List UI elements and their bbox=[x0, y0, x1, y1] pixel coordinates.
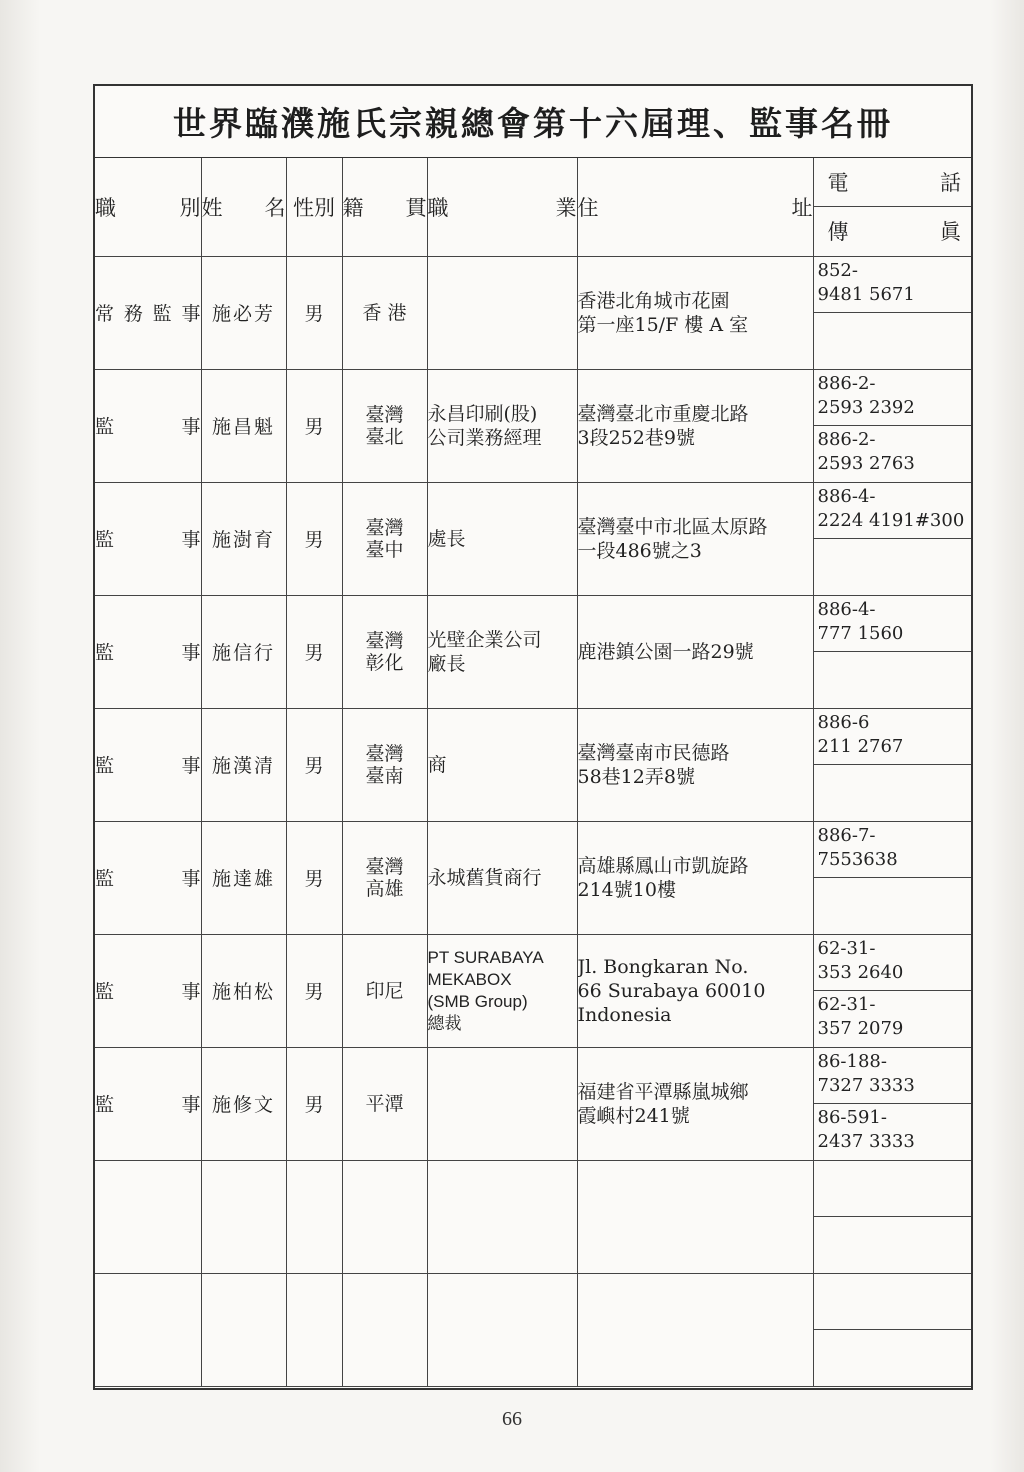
gender-cell: 男 bbox=[286, 369, 342, 482]
occupation-line: MEKABOX bbox=[427, 969, 512, 989]
empty-cell bbox=[95, 1273, 201, 1386]
gender-cell: 男 bbox=[286, 708, 342, 821]
empty-cell bbox=[427, 1160, 577, 1273]
role-char: 監 bbox=[95, 529, 115, 551]
page-title: 世界臨濮施氏宗親總會第十六屆理、監事名冊 bbox=[95, 86, 971, 158]
empty-cell bbox=[577, 1160, 813, 1273]
occupation-line: 商 bbox=[427, 753, 447, 776]
header-fax bbox=[814, 207, 972, 255]
address-line: 66 Surabaya 60010 bbox=[577, 979, 766, 1002]
address-line: Indonesia bbox=[577, 1003, 672, 1026]
address-text bbox=[578, 955, 813, 1027]
fax-line: 357 2079 bbox=[817, 1017, 904, 1039]
occupation-cell bbox=[427, 482, 577, 595]
role-char: 事 bbox=[181, 303, 201, 325]
origin-line: 香 港 bbox=[362, 301, 407, 324]
origin-line: 臺南 bbox=[365, 764, 404, 787]
role-char: 事 bbox=[181, 529, 201, 551]
phone-line: 211 2767 bbox=[817, 735, 904, 757]
header-phone bbox=[814, 159, 972, 207]
occupation-cell bbox=[427, 256, 577, 369]
header-phone-char: 電 bbox=[827, 171, 849, 196]
origin-text bbox=[343, 1093, 427, 1115]
empty-cell bbox=[201, 1273, 286, 1386]
gender-cell: 男 bbox=[286, 934, 342, 1047]
address-line: 香港北角城市花園 bbox=[577, 289, 730, 312]
address-cell bbox=[577, 369, 813, 482]
role-cell bbox=[95, 482, 201, 595]
table-row bbox=[95, 256, 971, 369]
role-cell bbox=[95, 934, 201, 1047]
header-name-char: 名 bbox=[264, 195, 286, 220]
occupation-line: PT SURABAYA bbox=[427, 947, 544, 967]
address-text bbox=[578, 741, 813, 789]
role-char: 事 bbox=[181, 981, 201, 1003]
table-row bbox=[95, 1047, 971, 1160]
phone-number bbox=[814, 1161, 972, 1217]
name-cell: 施柏松 bbox=[201, 934, 286, 1047]
occupation-cell bbox=[427, 1047, 577, 1160]
phone-line: 777 1560 bbox=[817, 622, 904, 644]
phone-fax-cell bbox=[813, 595, 971, 708]
role-char: 監 bbox=[95, 755, 115, 777]
fax-number bbox=[814, 652, 972, 708]
address-text bbox=[578, 1080, 813, 1128]
role-char: 事 bbox=[181, 1094, 201, 1116]
fax-line: 86-591- bbox=[817, 1106, 887, 1128]
phone-line: 2224 4191#300 bbox=[817, 509, 965, 531]
origin-text bbox=[343, 302, 427, 324]
name-cell: 施昌魁 bbox=[201, 369, 286, 482]
phone-number bbox=[814, 709, 972, 765]
table-row bbox=[95, 595, 971, 708]
role-text bbox=[95, 412, 201, 439]
role-char: 事 bbox=[181, 416, 201, 438]
occupation-line: (SMB Group) bbox=[427, 991, 528, 1011]
fax-line: 2437 3333 bbox=[817, 1130, 915, 1152]
table-row bbox=[95, 369, 971, 482]
phone-fax-cell bbox=[813, 1047, 971, 1160]
header-address-char: 址 bbox=[791, 195, 813, 220]
fax-number bbox=[814, 539, 972, 595]
header-origin-char: 籍 bbox=[342, 195, 364, 220]
address-line: 福建省平潭縣嵐城鄉 bbox=[577, 1080, 749, 1103]
header-role bbox=[95, 158, 201, 256]
phone-number bbox=[814, 483, 972, 539]
origin-text bbox=[343, 630, 427, 674]
role-char: 監 bbox=[95, 868, 115, 890]
name-cell: 施必芳 bbox=[201, 256, 286, 369]
phone-line: 7327 3333 bbox=[817, 1074, 915, 1096]
header-occupation-char: 職 bbox=[427, 195, 449, 220]
phone-line: 86-188- bbox=[817, 1050, 887, 1072]
gender-cell: 男 bbox=[286, 482, 342, 595]
role-cell bbox=[95, 708, 201, 821]
origin-text bbox=[343, 404, 427, 448]
occupation-line: 永昌印刷(股) bbox=[427, 402, 538, 425]
occupation-line: 公司業務經理 bbox=[427, 426, 542, 449]
origin-line: 印尼 bbox=[365, 979, 404, 1002]
header-name bbox=[201, 158, 286, 256]
occupation-text bbox=[428, 628, 577, 676]
occupation-text bbox=[428, 947, 577, 1035]
name-cell: 施修文 bbox=[201, 1047, 286, 1160]
occupation-cell bbox=[427, 934, 577, 1047]
phone-fax-cell bbox=[813, 1273, 971, 1386]
header-role-char: 別 bbox=[179, 195, 201, 220]
role-char: 務 bbox=[123, 303, 143, 325]
phone-line: 886-2- bbox=[817, 372, 876, 394]
role-char: 事 bbox=[181, 755, 201, 777]
fax-number bbox=[814, 426, 972, 482]
empty-row bbox=[95, 1160, 971, 1273]
occupation-text bbox=[428, 866, 577, 890]
address-cell bbox=[577, 256, 813, 369]
empty-cell bbox=[95, 1160, 201, 1273]
header-origin-char: 貫 bbox=[405, 195, 427, 220]
phone-number bbox=[814, 596, 972, 652]
role-char: 監 bbox=[152, 303, 172, 325]
occupation-cell bbox=[427, 595, 577, 708]
address-cell bbox=[577, 595, 813, 708]
phone-fax-cell bbox=[813, 708, 971, 821]
header-phone-fax bbox=[813, 158, 971, 256]
address-line: 一段486號之3 bbox=[577, 539, 702, 562]
role-text bbox=[95, 864, 201, 891]
origin-line: 臺灣 bbox=[365, 629, 404, 652]
fax-number bbox=[814, 991, 972, 1047]
roster-frame bbox=[93, 84, 973, 1390]
name-cell: 施澍育 bbox=[201, 482, 286, 595]
empty-cell bbox=[286, 1160, 342, 1273]
page-number: 66 bbox=[502, 1408, 522, 1430]
role-cell bbox=[95, 821, 201, 934]
fax-number bbox=[814, 765, 972, 821]
phone-number bbox=[814, 1048, 972, 1104]
name-cell: 施信行 bbox=[201, 595, 286, 708]
role-char: 監 bbox=[95, 981, 115, 1003]
origin-cell bbox=[342, 821, 427, 934]
origin-line: 臺北 bbox=[365, 425, 404, 448]
phone-line: 353 2640 bbox=[817, 961, 904, 983]
fax-number bbox=[814, 313, 972, 369]
table-row bbox=[95, 934, 971, 1047]
origin-line: 臺中 bbox=[365, 538, 404, 561]
header-address bbox=[577, 158, 813, 256]
phone-fax-cell bbox=[813, 934, 971, 1047]
gender-cell: 男 bbox=[286, 821, 342, 934]
empty-cell bbox=[342, 1273, 427, 1386]
origin-cell bbox=[342, 369, 427, 482]
origin-line: 平潭 bbox=[365, 1092, 404, 1115]
role-text bbox=[95, 977, 201, 1004]
phone-line: 886-7- bbox=[817, 824, 876, 846]
table-row bbox=[95, 821, 971, 934]
address-line: Jl. Bongkaran No. bbox=[577, 955, 749, 978]
empty-cell bbox=[577, 1273, 813, 1386]
occupation-text bbox=[428, 527, 577, 551]
phone-line: 2593 2392 bbox=[817, 396, 915, 418]
origin-cell bbox=[342, 708, 427, 821]
origin-cell bbox=[342, 256, 427, 369]
address-cell bbox=[577, 1047, 813, 1160]
header-gender: 性別 bbox=[286, 158, 342, 256]
header-role-char: 職 bbox=[95, 195, 116, 220]
address-line: 臺灣臺北市重慶北路 bbox=[577, 402, 749, 425]
header-address-char: 住 bbox=[577, 195, 599, 220]
phone-fax-cell bbox=[813, 369, 971, 482]
origin-cell bbox=[342, 482, 427, 595]
role-text bbox=[95, 638, 201, 665]
occupation-line: 光壁企業公司 bbox=[427, 628, 542, 651]
address-line: 霞嶼村241號 bbox=[577, 1104, 690, 1127]
origin-line: 臺灣 bbox=[365, 855, 404, 878]
phone-number bbox=[814, 370, 972, 426]
role-cell bbox=[95, 369, 201, 482]
address-line: 高雄縣鳳山市凱旋路 bbox=[577, 854, 749, 877]
fax-number bbox=[814, 878, 972, 934]
role-cell bbox=[95, 595, 201, 708]
phone-line: 852- bbox=[817, 259, 858, 281]
occupation-cell bbox=[427, 369, 577, 482]
phone-fax-cell bbox=[813, 1160, 971, 1273]
address-line: 214號10樓 bbox=[577, 878, 676, 901]
address-text bbox=[578, 289, 813, 337]
header-origin bbox=[342, 158, 427, 256]
role-cell bbox=[95, 1047, 201, 1160]
address-cell bbox=[577, 482, 813, 595]
empty-cell bbox=[201, 1160, 286, 1273]
address-line: 臺灣臺南市民德路 bbox=[577, 741, 730, 764]
address-cell bbox=[577, 821, 813, 934]
origin-text bbox=[343, 980, 427, 1002]
address-cell bbox=[577, 934, 813, 1047]
gender-cell: 男 bbox=[286, 1047, 342, 1160]
occupation-text bbox=[428, 753, 577, 777]
occupation-line: 總裁 bbox=[427, 1013, 462, 1033]
name-cell: 施達雄 bbox=[201, 821, 286, 934]
origin-cell bbox=[342, 1047, 427, 1160]
phone-line: 62-31- bbox=[817, 937, 876, 959]
phone-fax-cell bbox=[813, 821, 971, 934]
occupation-text bbox=[428, 402, 577, 450]
occupation-line: 處長 bbox=[427, 527, 466, 550]
address-line: 58巷12弄8號 bbox=[577, 765, 695, 788]
gender-cell: 男 bbox=[286, 256, 342, 369]
address-cell bbox=[577, 708, 813, 821]
address-text bbox=[578, 854, 813, 902]
role-char: 事 bbox=[181, 868, 201, 890]
role-char: 事 bbox=[181, 642, 201, 664]
phone-number bbox=[814, 257, 972, 313]
occupation-cell bbox=[427, 708, 577, 821]
origin-line: 高雄 bbox=[365, 877, 404, 900]
address-line: 鹿港鎮公園一路29號 bbox=[577, 640, 754, 663]
origin-line: 彰化 bbox=[365, 651, 404, 674]
roster-table bbox=[95, 158, 971, 1387]
address-line: 臺灣臺中市北區太原路 bbox=[577, 515, 768, 538]
role-char: 監 bbox=[95, 416, 115, 438]
empty-cell bbox=[427, 1273, 577, 1386]
phone-fax-cell bbox=[813, 256, 971, 369]
role-cell bbox=[95, 256, 201, 369]
occupation-cell bbox=[427, 821, 577, 934]
fax-line: 886-2- bbox=[817, 428, 876, 450]
phone-number bbox=[814, 822, 972, 878]
gender-cell: 男 bbox=[286, 595, 342, 708]
header-name-char: 姓 bbox=[201, 195, 223, 220]
header-occupation-char: 業 bbox=[555, 195, 577, 220]
phone-line: 886-6 bbox=[817, 711, 870, 733]
phone-number bbox=[814, 935, 972, 991]
origin-text bbox=[343, 856, 427, 900]
empty-cell bbox=[342, 1160, 427, 1273]
role-text bbox=[95, 525, 201, 552]
phone-line: 886-4- bbox=[817, 598, 876, 620]
phone-fax-cell bbox=[813, 482, 971, 595]
origin-text bbox=[343, 743, 427, 787]
fax-number bbox=[814, 1104, 972, 1160]
address-text bbox=[578, 515, 813, 563]
fax-number bbox=[814, 1217, 972, 1273]
origin-line: 臺灣 bbox=[365, 742, 404, 765]
origin-cell bbox=[342, 595, 427, 708]
fax-line: 62-31- bbox=[817, 993, 876, 1015]
role-text bbox=[95, 751, 201, 778]
address-line: 3段252巷9號 bbox=[577, 426, 695, 449]
role-char: 常 bbox=[95, 303, 115, 325]
phone-line: 9481 5671 bbox=[817, 283, 915, 305]
header-fax-char: 傳 bbox=[827, 219, 849, 244]
address-text bbox=[578, 640, 813, 664]
phone-number bbox=[814, 1274, 972, 1330]
fax-number bbox=[814, 1330, 972, 1386]
header-occupation bbox=[427, 158, 577, 256]
empty-cell bbox=[286, 1273, 342, 1386]
phone-line: 886-4- bbox=[817, 485, 876, 507]
header-fax-char: 眞 bbox=[940, 219, 961, 244]
occupation-line: 永城舊貨商行 bbox=[427, 866, 542, 889]
address-text bbox=[578, 402, 813, 450]
table-row bbox=[95, 482, 971, 595]
role-text bbox=[95, 299, 201, 326]
empty-row bbox=[95, 1273, 971, 1386]
header-row bbox=[95, 158, 971, 256]
role-char: 監 bbox=[95, 642, 115, 664]
origin-line: 臺灣 bbox=[365, 403, 404, 426]
table-row bbox=[95, 708, 971, 821]
name-cell: 施漢清 bbox=[201, 708, 286, 821]
origin-cell bbox=[342, 934, 427, 1047]
origin-line: 臺灣 bbox=[365, 516, 404, 539]
address-line: 第一座15/F 樓 A 室 bbox=[577, 313, 749, 336]
header-phone-char: 話 bbox=[940, 171, 961, 196]
occupation-line: 廠長 bbox=[427, 652, 466, 675]
origin-text bbox=[343, 517, 427, 561]
role-text bbox=[95, 1090, 201, 1117]
fax-line: 2593 2763 bbox=[817, 452, 915, 474]
role-char: 監 bbox=[95, 1094, 115, 1116]
phone-line: 7553638 bbox=[817, 848, 898, 870]
